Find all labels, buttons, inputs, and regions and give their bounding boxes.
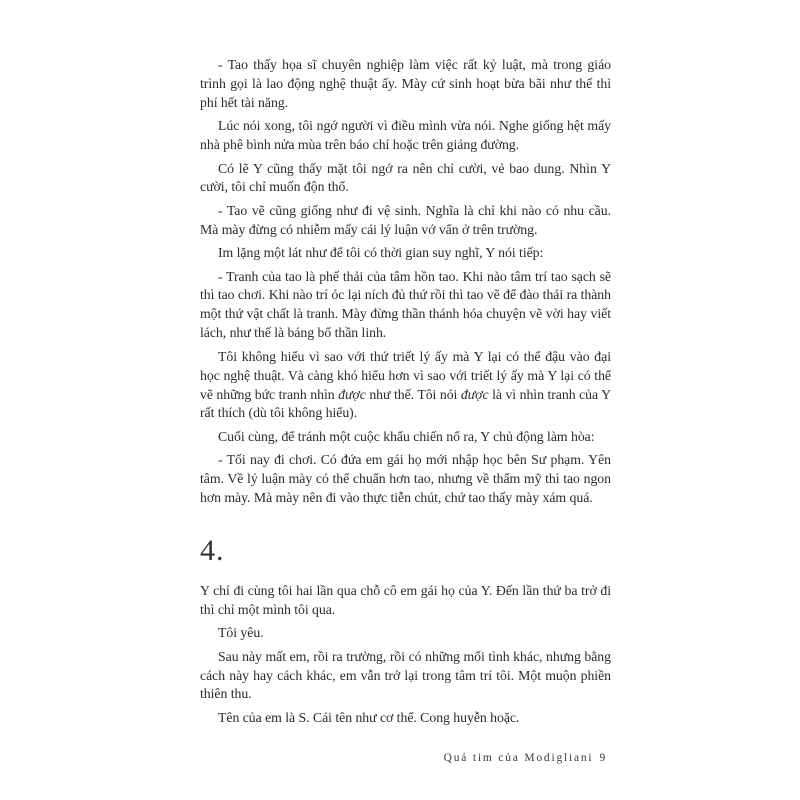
paragraph: - Tranh của tao là phế thải của tâm hồn tao. Khi nào tâm trí tao sạch sẽ thì tao chơi. Khi nào trí óc lại ních đủ thứ rồi thì tao vẽ để đào thải ra thành một thứ vật chất là tranh. Mày đừng thần thánh hóa chuyện vẽ vời hay viết lách, như thế là báng bổ thần linh. (200, 268, 611, 341)
paragraph-with-emphasis (200, 348, 611, 424)
paragraph: - Tối nay đi chơi. Có đứa em gái họ mới nhập học bên Sư phạm. Yên tâm. Về lý luận mày có thể chuẩn hơn tao, nhưng về thẩm mỹ thì tao ngon hơn mày. Mà mày nên đi vào thực tiễn chút, chứ tao thấy mày xám quá. (200, 452, 611, 506)
paragraph: - Tao vẽ cũng giống như đi vệ sinh. Nghĩa là chỉ khi nào có nhu cầu. Mà mày đừng có nhiễm mấy cái lý luận vớ vẩn ở trên trường. (200, 202, 611, 237)
page-number: 9 (599, 752, 607, 764)
text-segment: như thế. Tôi nói (365, 386, 461, 402)
chapter-number: 4. (200, 533, 225, 567)
paragraph: - Tao thấy họa sĩ chuyên nghiệp làm việc rất kỷ luật, mà trong giáo trình gọi là lao động nghệ thuật ấy. Mày cứ sinh hoạt bừa bãi như thế thì phí hết tài năng. (200, 57, 611, 110)
paragraph: Im lặng một lát như để tôi có thời gian suy nghĩ, Y nói tiếp: (218, 245, 544, 261)
running-footer (444, 752, 607, 764)
text-segment: Tôi không hiểu vì sao với thứ triết lý ấy mà Y lại có thể đậu vào đại học nghệ thuật. Và càng khó hiểu hơn vì sao với triết lý ấy mà Y lại có thể vẽ những bức tranh nhìn (200, 348, 611, 402)
paragraph: Tên của em là S. Cái tên như cơ thể. Cong huyễn hoặc. (218, 709, 520, 725)
book-title: Quả tim của Modigliani (443, 752, 594, 764)
emphasis: được (460, 386, 489, 402)
paragraph: Y chỉ đi cùng tôi hai lần qua chỗ cô em gái họ của Y. Đến lần thứ ba trở đi thì chỉ một mình tôi qua. (200, 582, 611, 617)
emphasis: được (338, 386, 366, 402)
paragraph: Sau này mất em, rồi ra trường, rồi có những mối tình khác, nhưng bằng cách này hay cách khác, em vẫn trở lại trong tâm trí tôi. Một muộn phiền thiên thu. (200, 648, 611, 702)
paragraph: Lúc nói xong, tôi ngớ người vì điều mình vừa nói. Nghe giống hệt mấy nhà phê bình nửa mùa trên báo chí hoặc trên giảng đường. (200, 118, 611, 153)
paragraph: Có lẽ Y cũng thấy mặt tôi ngớ ra nên chỉ cười, vẻ bao dung. Nhìn Y cười, tôi chỉ muốn độn thổ. (200, 160, 611, 195)
paragraph: Tôi yêu. (218, 625, 264, 641)
text-segment: là vì nhìn tranh của Y rất thích (dù tôi không hiểu). (200, 386, 611, 421)
text-column (200, 56, 611, 732)
paragraph: Cuối cùng, để tránh một cuộc khẩu chiến nổ ra, Y chủ động làm hòa: (218, 428, 595, 444)
